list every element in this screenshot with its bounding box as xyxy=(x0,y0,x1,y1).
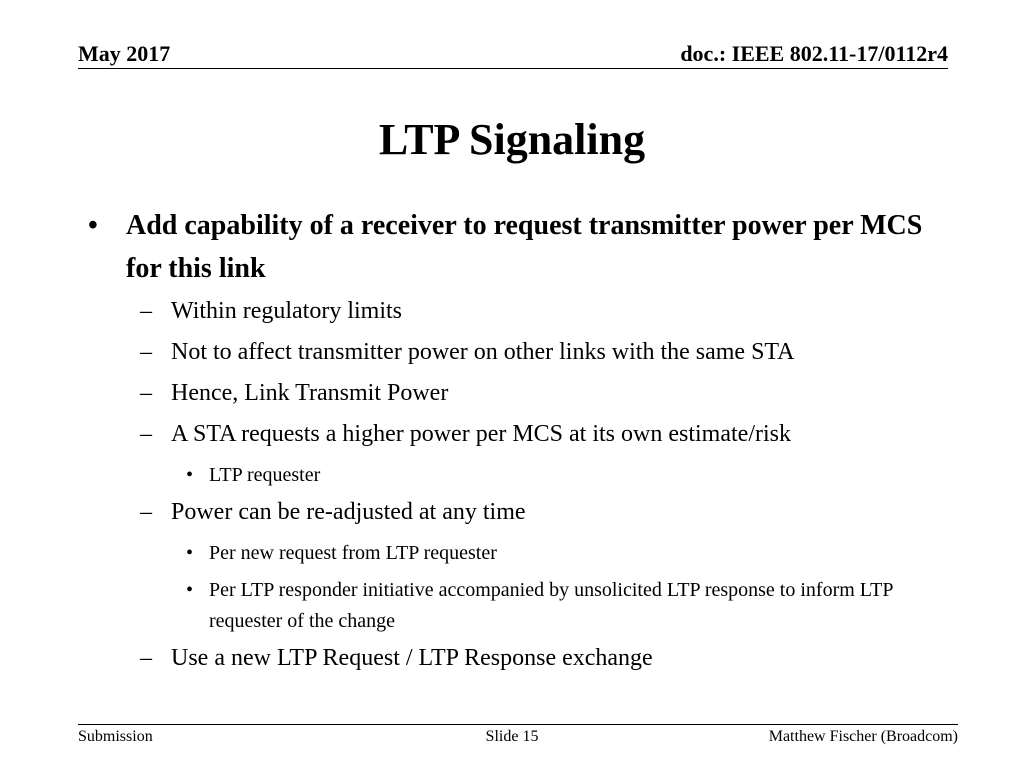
bullet-text: Not to affect transmitter power on other links with the same STA xyxy=(171,339,795,365)
dash-marker: – xyxy=(140,380,152,406)
bullet-level2 xyxy=(78,643,958,673)
header-divider xyxy=(78,68,948,69)
bullet-text: Within regulatory limits xyxy=(171,298,402,324)
bullet-text: Power can be re-adjusted at any time xyxy=(171,499,526,525)
bullet-level2 xyxy=(78,337,958,367)
slide-title: LTP Signaling xyxy=(378,115,646,164)
bullet-level1 xyxy=(78,204,958,290)
bullet-level3 xyxy=(78,460,958,491)
bullet-marker: • xyxy=(186,464,194,486)
bullet-text: LTP requester xyxy=(209,464,321,486)
bullet-marker: • xyxy=(88,210,98,241)
dash-marker: – xyxy=(140,421,152,447)
bullet-level2 xyxy=(78,378,958,408)
bullet-level2 xyxy=(78,419,958,449)
dash-marker: – xyxy=(140,298,152,324)
bullet-text: Per new request from LTP requester xyxy=(209,542,497,564)
bullet-text: Use a new LTP Request / LTP Response exchange xyxy=(171,645,653,671)
dash-marker: – xyxy=(140,339,152,365)
slide-content xyxy=(78,200,958,684)
bullet-level2 xyxy=(78,497,958,527)
footer-submission: Submission xyxy=(78,728,153,745)
bullet-marker: • xyxy=(186,542,194,564)
header-date: May 2017 xyxy=(78,41,171,66)
footer-slide-number: Slide 15 xyxy=(485,728,539,745)
bullet-marker: • xyxy=(186,579,194,601)
dash-marker: – xyxy=(140,499,152,525)
footer-divider xyxy=(78,724,958,725)
dash-marker: – xyxy=(140,645,152,671)
bullet-text: Hence, Link Transmit Power xyxy=(171,380,449,406)
footer-author: Matthew Fischer (Broadcom) xyxy=(768,728,958,745)
bullet-level2 xyxy=(78,296,958,326)
bullet-text: A STA requests a higher power per MCS at its own estimate/risk xyxy=(171,421,791,447)
bullet-level3 xyxy=(78,575,958,637)
bullet-text: Add capability of a receiver to request transmitter power per MCS for this link xyxy=(126,210,923,284)
header-doc-id: doc.: IEEE 802.11-17/0112r4 xyxy=(680,41,948,66)
bullet-level3 xyxy=(78,538,958,569)
bullet-text: Per LTP responder initiative accompanied by unsolicited LTP response to inform LTP requester of the change xyxy=(209,579,893,632)
